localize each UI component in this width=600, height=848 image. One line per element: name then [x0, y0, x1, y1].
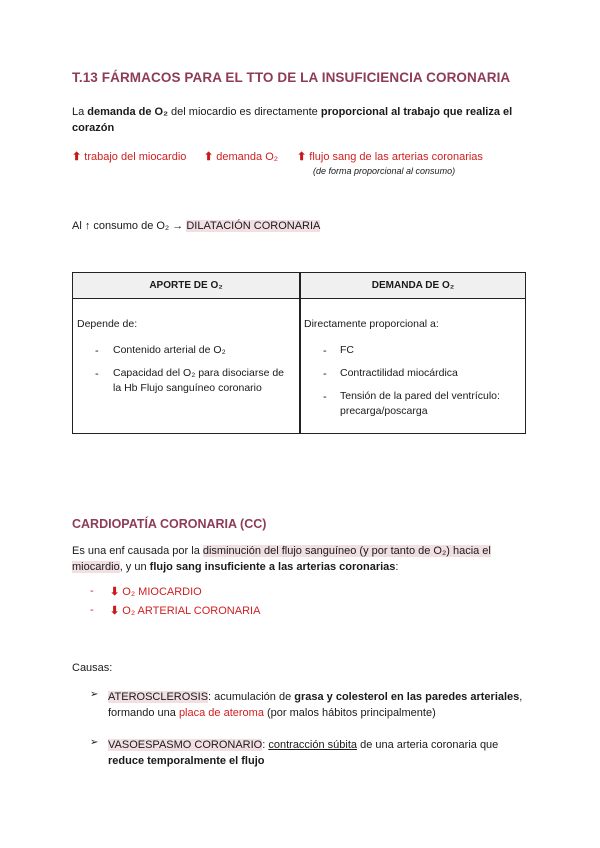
cc-list-item-2: [110, 604, 260, 617]
atherosclerosis-bold: grasa y colesterol en las paredes arteriales: [294, 691, 520, 703]
up-arrow-icon: ⬆: [204, 151, 214, 163]
cc-text-3: :: [395, 561, 399, 573]
right-item-2: Contractilidad miocárdica: [340, 367, 458, 379]
coronary-dilation-highlight: DILATACIÓN CORONARIA: [186, 220, 321, 232]
right-item-3: Tensión de la pared del ventrículo: precarga/poscarga: [340, 390, 500, 417]
down-arrow-icon: ⬇: [110, 586, 120, 598]
cc-heading: CARDIOPATÍA CORONARIA (CC): [72, 517, 267, 531]
increase-label-1: trabajo del miocardio: [84, 151, 187, 163]
intro-bold-1: demanda de O₂: [87, 106, 168, 118]
up-arrow-icon: ⬆: [72, 151, 82, 163]
left-item-2: Capacidad del O₂ para disociarse de la Hb Flujo sanguíneo coronario: [113, 367, 285, 394]
increase-label-2: demanda O₂: [216, 151, 279, 163]
dash-bullet: -: [323, 391, 327, 403]
cc-dash: -: [90, 604, 94, 616]
increase-item-2: [204, 150, 278, 163]
intro-bold-2: proporcional al trabajo que realiza el corazón: [72, 106, 513, 134]
cc-list-item-1: [110, 585, 202, 598]
arrow-bullet-icon: ➢: [90, 689, 99, 700]
atherosclerosis-text-3: (por malos hábitos principalmente): [263, 707, 436, 719]
left-item-1: Contenido arterial de O₂: [113, 344, 226, 356]
cc-text-2: , y un: [119, 561, 150, 573]
vasospasm-text-1: :: [262, 739, 269, 751]
header-aporte: APORTE DE O₂: [149, 280, 223, 291]
causas-label: Causas:: [72, 662, 113, 674]
dash-bullet: -: [323, 345, 327, 357]
atherosclerosis-term: ATEROSCLEROSIS: [108, 691, 209, 703]
cc-item-label-2: O₂ ARTERIAL CORONARIA: [122, 605, 261, 617]
arrow-bullet-icon: ➢: [90, 737, 99, 748]
cc-dash: -: [90, 585, 94, 597]
up-arrow-icon: ⬆: [297, 151, 307, 163]
cause-vasospasm: [108, 737, 534, 769]
cause-atherosclerosis: [108, 689, 534, 721]
right-cell-intro: Directamente proporcional a:: [304, 318, 439, 330]
header-demanda: DEMANDA DE O₂: [371, 280, 455, 291]
consumo-line: [72, 220, 320, 232]
proportional-note: (de forma proporcional al consumo): [313, 166, 456, 176]
page-title: T.13 FÁRMACOS PARA EL TTO DE LA INSUFICIENCIA CORONARIA: [72, 70, 511, 85]
intro-text-2: del miocardio es directamente: [167, 106, 321, 118]
intro-text-1: La: [72, 106, 88, 118]
atheroma-plaque: placa de ateroma: [178, 707, 264, 719]
dash-bullet: -: [323, 368, 327, 380]
vasospasm-term: VASOESPASMO CORONARIO: [108, 739, 263, 751]
oxygen-table: [72, 272, 526, 434]
cc-text-1: Es una enf causada por la: [72, 545, 203, 557]
atherosclerosis-text-2: , formando una: [108, 691, 523, 719]
cc-highlight: disminución del flujo sanguíneo (y por tanto de O₂) hacia el miocardio: [72, 545, 491, 573]
vasospasm-bold: reduce temporalmente el flujo: [108, 755, 265, 767]
intro-paragraph: [72, 104, 528, 136]
dash-bullet: -: [95, 368, 99, 380]
cc-bold: flujo sang insuficiente a las arterias coronarias: [149, 561, 396, 573]
atherosclerosis-text-1: : acumulación de: [208, 691, 295, 703]
sudden-contraction: contracción súbita: [268, 739, 358, 751]
increase-item-1: [72, 150, 186, 163]
increase-label-3: flujo sang de las arterias coronarias: [309, 151, 483, 163]
consumo-prefix: Al ↑ consumo de O₂ →: [72, 220, 187, 232]
vasospasm-text-2: de una arteria coronaria que: [357, 739, 499, 751]
dash-bullet: -: [95, 345, 99, 357]
down-arrow-icon: ⬇: [110, 605, 120, 617]
cc-paragraph: [72, 543, 528, 575]
right-item-1: FC: [340, 344, 354, 356]
left-cell-intro: Depende de:: [77, 318, 138, 330]
cc-item-label-1: O₂ MIOCARDIO: [122, 586, 202, 598]
column-divider: [299, 273, 301, 433]
increase-item-3: [297, 150, 483, 163]
